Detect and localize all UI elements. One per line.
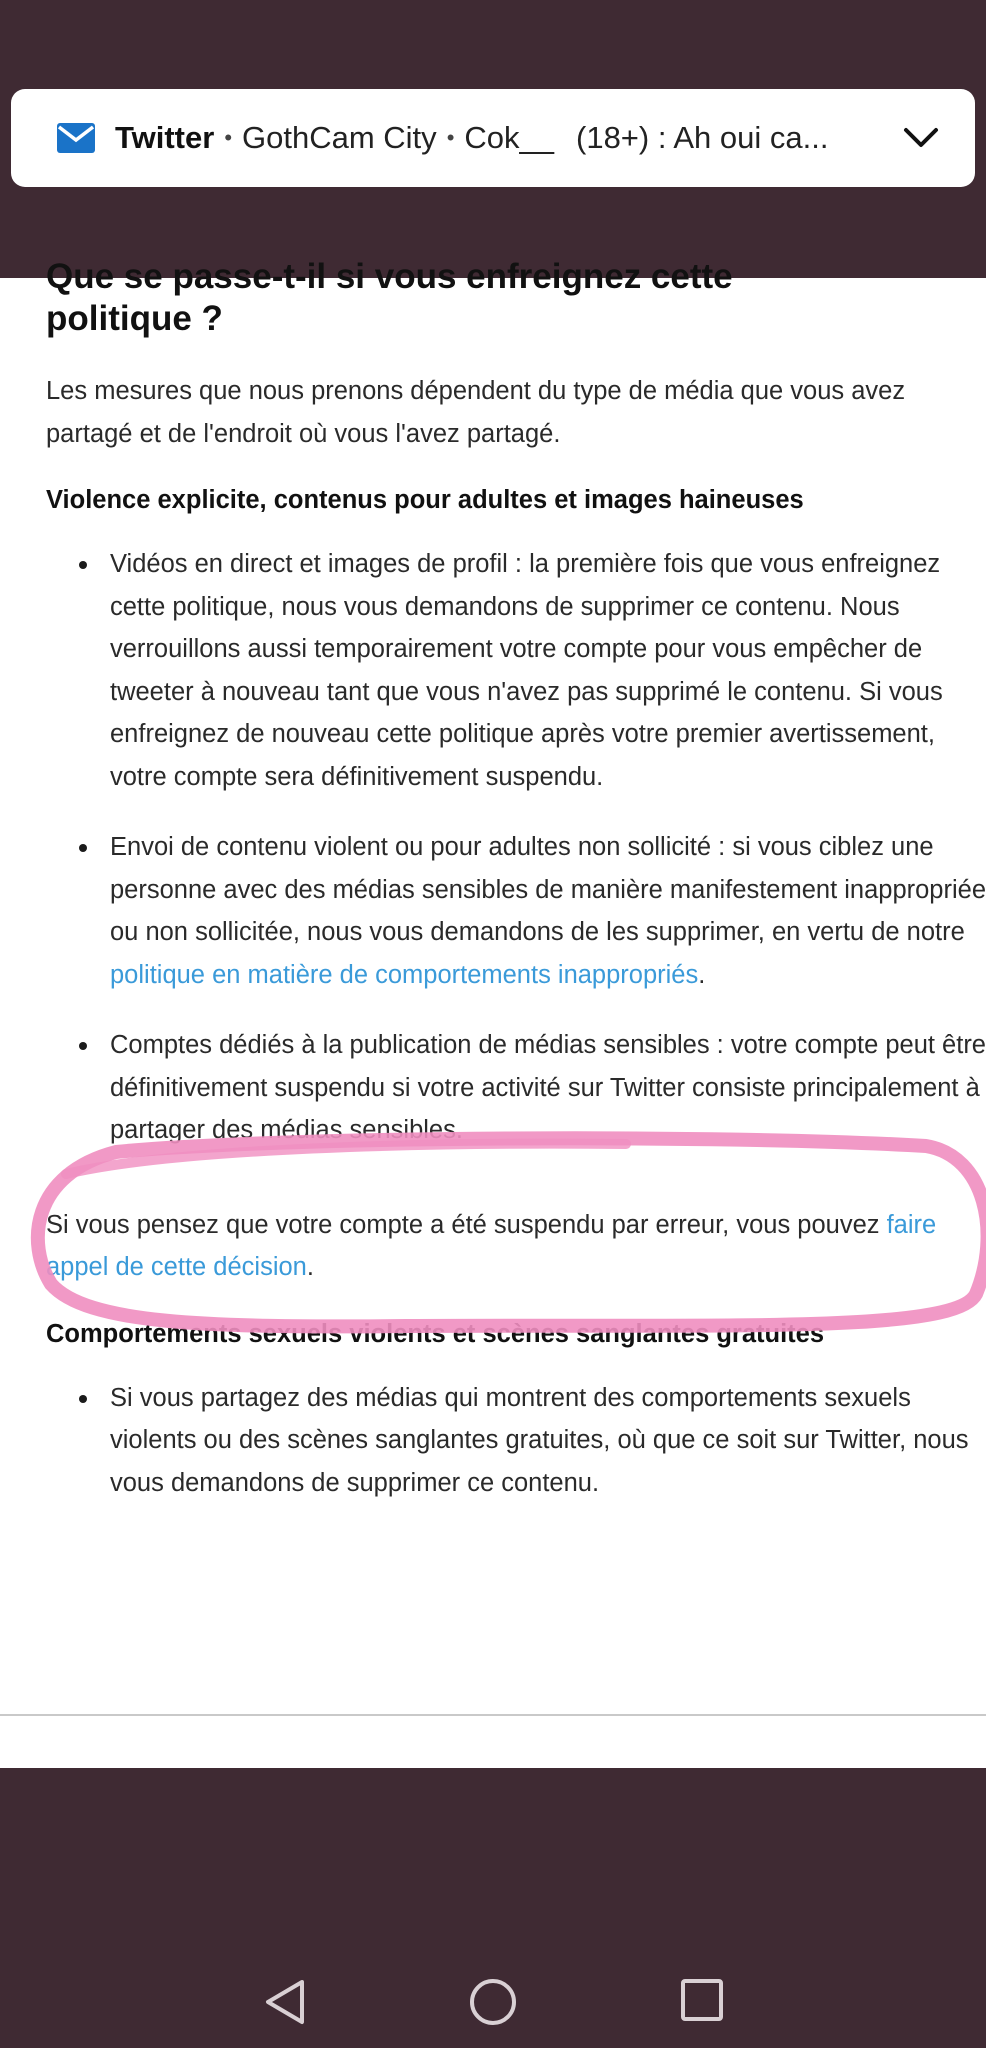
back-icon[interactable] [262,1978,308,2026]
section2-heading: Comportements sexuels violents et scènes sanglantes gratuites [46,1319,825,1348]
notification-banner[interactable] [11,89,975,187]
divider [0,1714,986,1716]
chevron-down-icon[interactable] [903,127,939,149]
notification-message: (18+) : Ah oui ca... [576,120,829,155]
navigation-bar [0,1940,986,2040]
list-item: Envoi de contenu violent ou pour adultes non sollicité : si vous ciblez une personne avec des médias sensibles de manière manifestement inappropriée ou non sollicitée, nous vous demandons de les supprimer, en vertu de notre politique en matière de comportements inappropriés. [46,826,986,996]
intro-paragraph: Les mesures que nous prenons dépendent du type de média que vous avez partagé et de l'endroit où vous l'avez partagé. [46,377,906,448]
inappropriate-behavior-policy-link[interactable]: politique en matière de comportements inappropriés [110,960,699,989]
appeal-paragraph: Si vous pensez que votre compte a été suspendu par erreur, vous pouvez faire appel de cette décision. [46,1210,937,1281]
notification-account: GothCam City [242,120,437,155]
notification-sender: Cok__ [464,120,554,155]
list-item: Vidéos en direct et images de profil : la première fois que vous enfreignez cette politique, nous vous demandons de supprimer ce contenu. Nous verrouillons aussi temporairement votre compte pour vous empêcher de tweeter à nouveau tant que vous n'avez pas supprimé le contenu. Si vous enfreignez de nouveau cette politique après votre premier avertissement, votre compte sera définitivement suspendu. [46,543,986,798]
mail-icon [57,123,95,153]
recents-icon[interactable] [680,1978,724,2022]
list-item: Si vous partagez des médias qui montrent des comportements sexuels violents ou des scènes sanglantes gratuites, où que ce soit sur Twitter, nous vous demandons de supprimer ce contenu. [46,1377,986,1505]
article-title: politique ? [46,299,223,338]
notification-text: Twitter • GothCam City • Cok__ (18+) : Ah oui ca... [115,120,829,155]
article-title-cut: Que se passe-t-il si vous enfreignez cette [46,257,733,296]
article-content [46,256,986,1532]
list-item: Comptes dédiés à la publication de médias sensibles : votre compte peut être définitivement suspendu si votre activité sur Twitter consiste principalement à partager des médias sensibles. [46,1024,986,1152]
section2-list [46,1377,986,1505]
article-screenshot [0,257,986,1768]
section1-list [46,543,986,1152]
home-icon[interactable] [469,1978,517,2026]
notification-app: Twitter [115,120,215,155]
appeal-decision-link[interactable]: faire appel de cette décision [46,1210,937,1281]
section1-heading: Violence explicite, contenus pour adultes et images haineuses [46,486,804,514]
